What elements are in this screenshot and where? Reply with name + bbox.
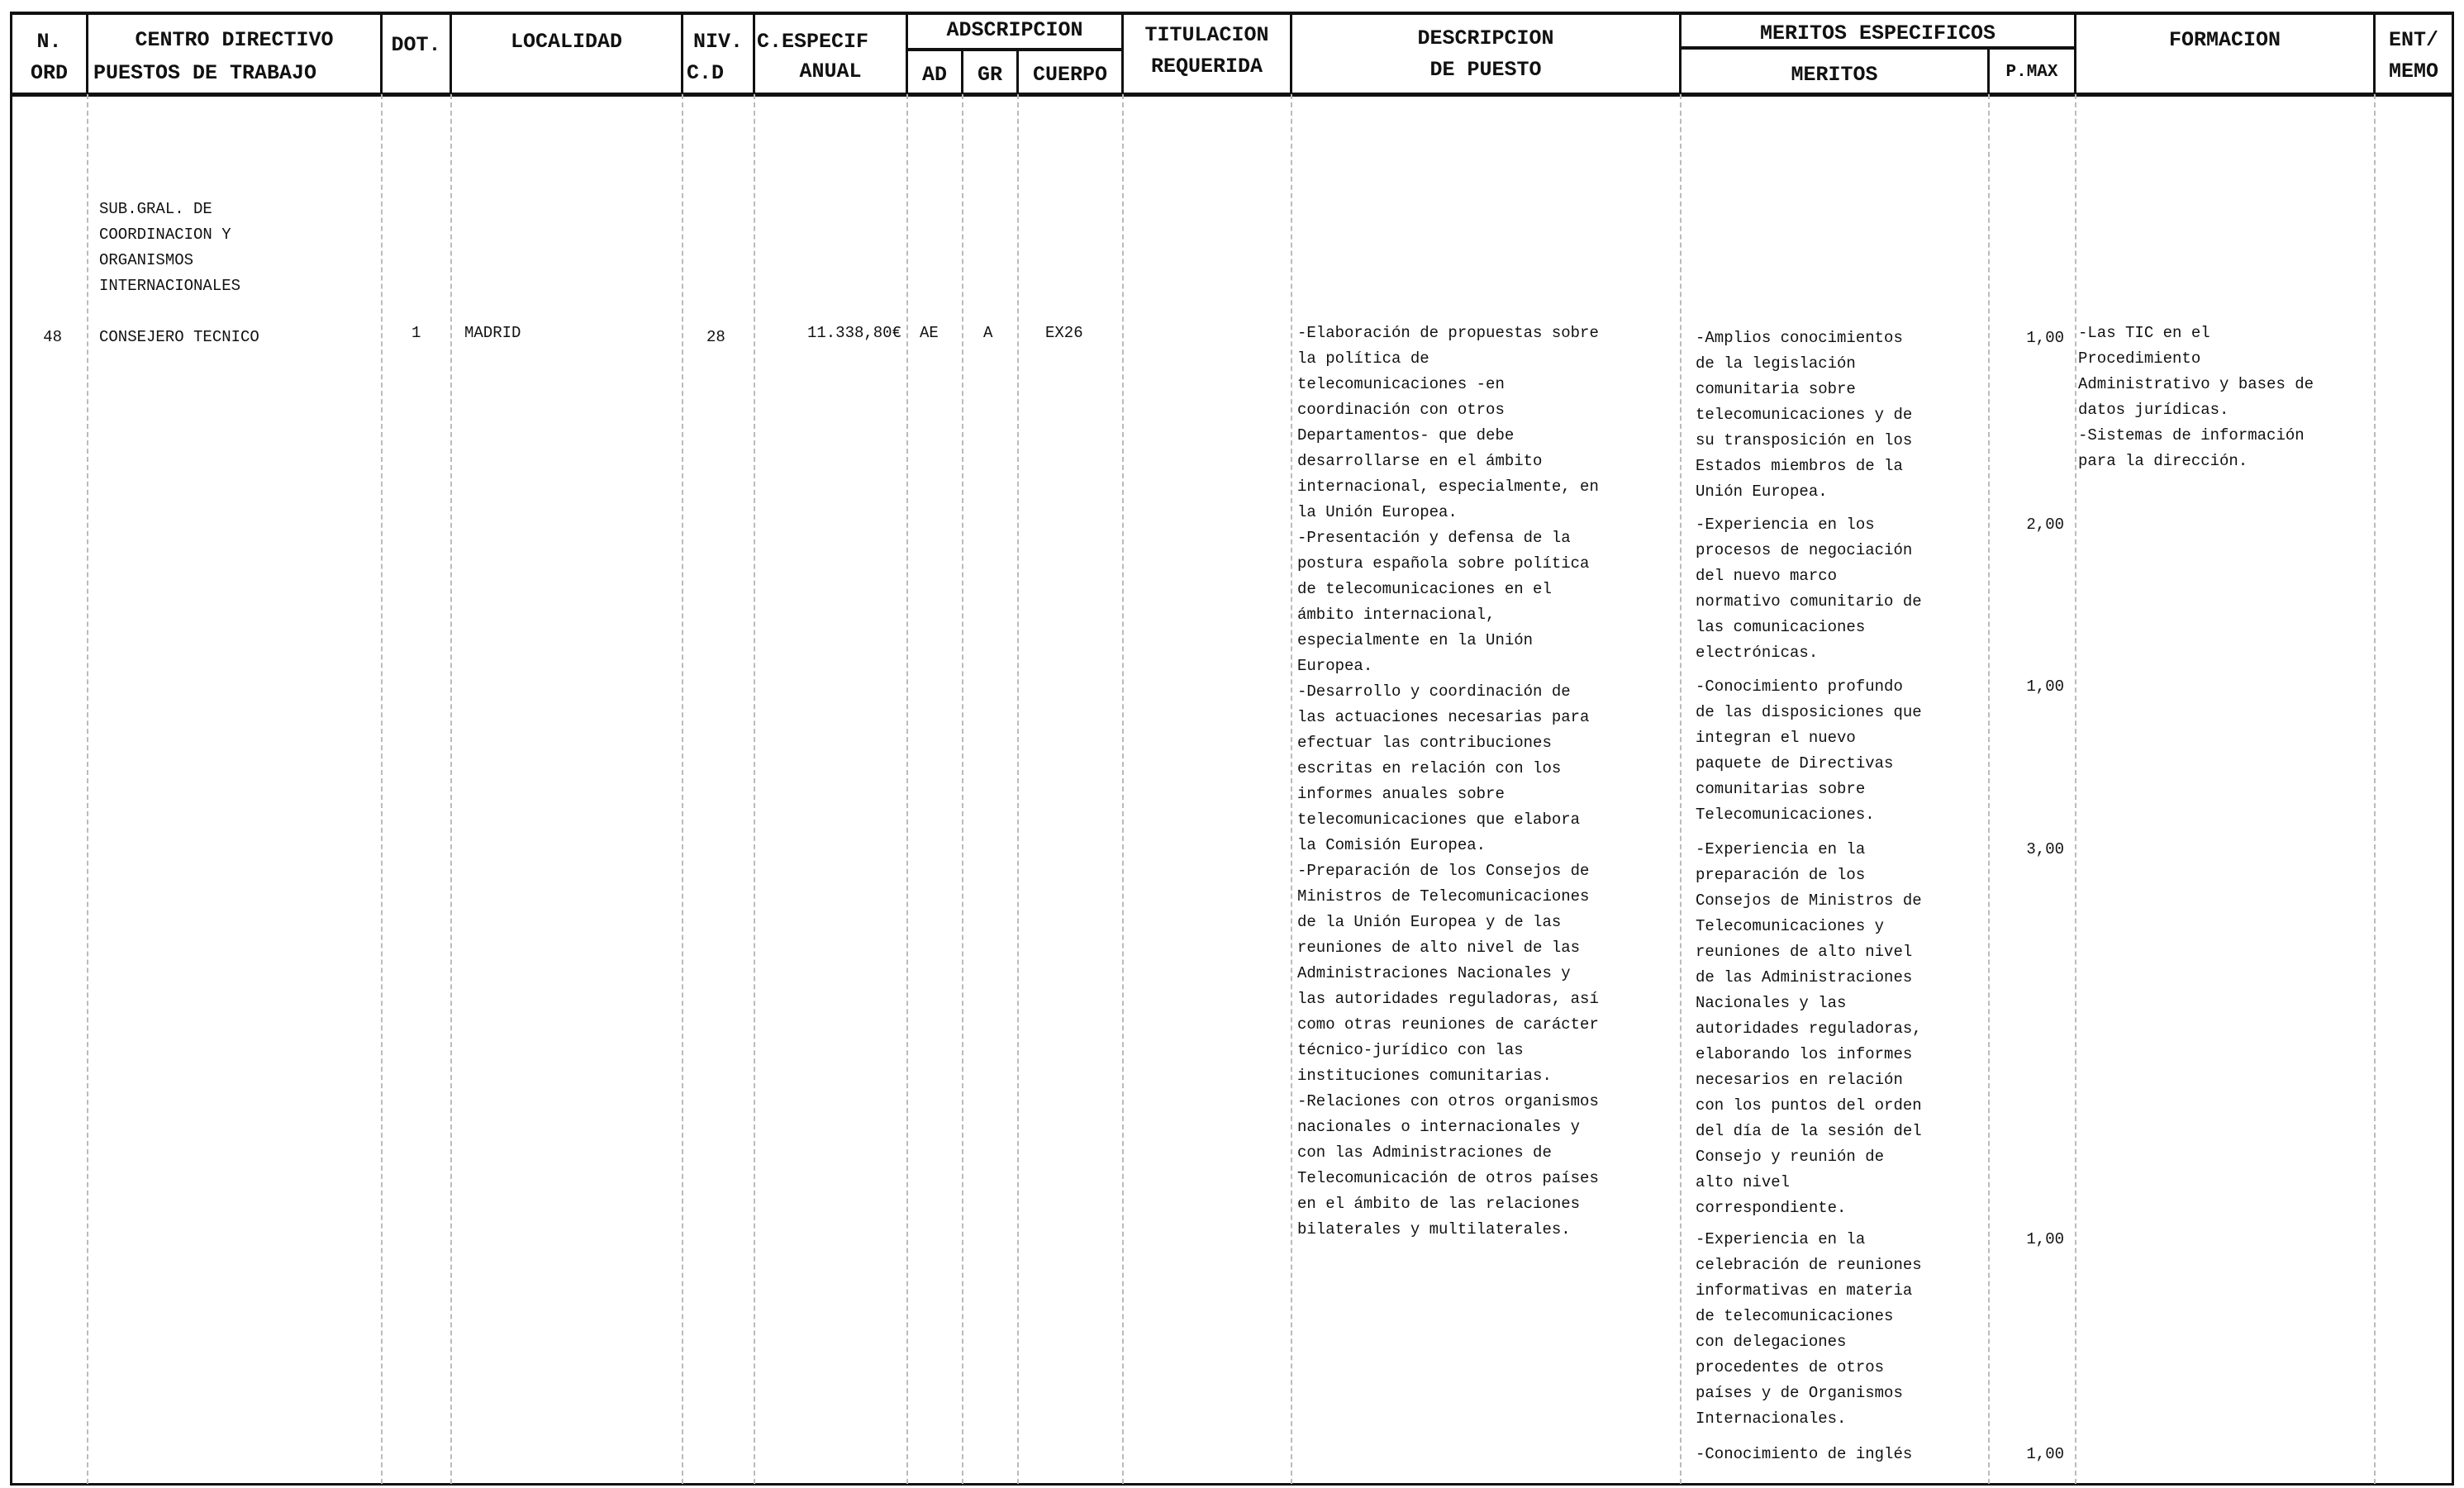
header-cd: C.D [687,61,725,85]
header-ord: ORD [30,61,68,85]
row-dot: 1 [411,324,421,342]
merito-item: -Experiencia en los procesos de negociación del nuevo marco normativo comunitario de las comunicaciones electrónicas. [1696,516,1922,662]
header-c-especif: C.ESPECIF [757,30,869,54]
right-border [2452,12,2454,1486]
col-guide [381,94,383,1484]
merito-pmax: 1,00 [2026,1230,2064,1248]
col-guide [2374,94,2376,1484]
merito-item: -Conocimiento de inglés [1696,1445,1913,1463]
col-guide [1680,94,1682,1484]
header-anual: ANUAL [799,59,862,83]
col-guide [2075,94,2076,1484]
col-guide [1017,94,1019,1484]
row-niv: 28 [706,328,725,346]
table-top-border [11,12,2452,15]
header-adscripcion: ADSCRIPCION [946,18,1083,42]
left-border [10,12,12,1486]
header-centro-directivo: CENTRO DIRECTIVO [135,28,334,52]
header-de-puesto: DE PUESTO [1429,58,1542,82]
header-requerida: REQUERIDA [1150,55,1263,78]
row-ad: AE [920,324,939,342]
row-cuerpo: EX26 [1045,324,1083,342]
header-meritos: MERITOS [1791,63,1878,87]
header-n: N. [36,30,62,54]
header-meritos-especificos: MERITOS ESPECIFICOS [1759,21,1996,45]
col-guide [450,94,452,1484]
header-dot: DOT. [391,33,441,57]
header-ad: AD [921,63,947,87]
col-guide [962,94,963,1484]
merito-pmax: 3,00 [2026,840,2064,858]
col-guide [1291,94,1292,1484]
col-divider [1290,12,1292,94]
header-formacion: FORMACION [2168,28,2281,52]
adscripcion-divider [906,48,1122,51]
table-bottom-border [11,1483,2452,1486]
merito-item: -Conocimiento profundo de las disposiciones que integran el nuevo paquete de Directivas comunitarias sobre Telecomunicaciones. [1696,677,1922,824]
col-guide [754,94,755,1484]
header-bottom-border [11,93,2452,97]
header-memo: MEMO [2388,59,2438,83]
col-guide [87,94,88,1484]
merito-item: -Experiencia en la preparación de los Consejos de Ministros de Telecomunicaciones y reuniones de alto nivel de las Administraciones Nacionales y las autoridades reguladoras, elaborando los informes necesarios en relación con los puntos del orden del día de la sesión del Consejo y reunión de alto nivel correspondiente. [1696,840,1922,1217]
row-localidad: MADRID [464,324,521,342]
row-n-ord: 48 [43,328,62,346]
header-descripcion: DESCRIPCION [1417,26,1554,50]
merito-pmax: 1,00 [2026,329,2064,347]
col-guide [906,94,908,1484]
merito-pmax: 1,00 [2026,677,2064,696]
col-guide [1122,94,1124,1484]
header-puestos-trabajo: PUESTOS DE TRABAJO [93,61,317,85]
merito-item: -Experiencia en la celebración de reuniones informativas en materia de telecomunicaciones con delegaciones procedentes de otros países y de Organismos Internacionales. [1696,1230,1922,1428]
merito-pmax: 1,00 [2026,1445,2064,1463]
row-formacion: -Las TIC en el Procedimiento Administrativo y bases de datos jurídicas. -Sistemas de información para la dirección. [2078,324,2314,470]
row-puesto: CONSEJERO TECNICO [99,328,259,346]
row-gr: A [983,324,993,342]
unit-name: SUB.GRAL. DE COORDINACION Y ORGANISMOS INTERNACIONALES [99,200,241,295]
merito-item: -Amplios conocimientos de la legislación comunitaria sobre telecomunicaciones y de su transposición en los Estados miembros de la Unión Europea. [1696,329,1913,501]
header-niv: NIV. [692,30,743,54]
header-cuerpo: CUERPO [1032,63,1107,87]
col-guide [1988,94,1990,1484]
header-pmax: P.MAX [2005,63,2058,82]
row-cespecif: 11.338,80€ [806,324,901,342]
header-ent: ENT/ [2388,28,2438,52]
header-localidad: LOCALIDAD [510,30,623,54]
col-guide [682,94,683,1484]
col-divider [2074,12,2076,94]
merito-pmax: 2,00 [2026,516,2064,534]
row-descripcion: -Elaboración de propuestas sobre la política de telecomunicaciones -en coordinación con otros Departamentos- que debe desarrollarse en el ámbito internacional, especialmente, en la Unión Europea. -Presentación y defensa de la postura española sobre política de telecomunicaciones en el ámbito internacional, especialmente en la Unión Europea. -Desarrollo y coordinación de las actuaciones necesarias para efectuar las contribuciones escritas en relación con los informes anuales sobre telecomunicaciones que elabora la Comisión Europea. -Preparación de los Consejos de Ministros de Telecomunicaciones de la Unión Europea y de las reuniones de alto nivel de las Administraciones Nacionales y las autoridades reguladoras, así como otras reuniones de carácter técnico-jurídico con las instituciones comunitarias. -Relaciones con otros organismos nacionales o internacionales y con las Administraciones de Telecomunicación de otros países en el ámbito de las relaciones bilaterales y multilaterales. [1297,324,1599,1238]
header-titulacion: TITULACION [1144,23,1269,47]
meritos-divider [1680,46,2075,50]
header-gr: GR [977,63,1002,87]
